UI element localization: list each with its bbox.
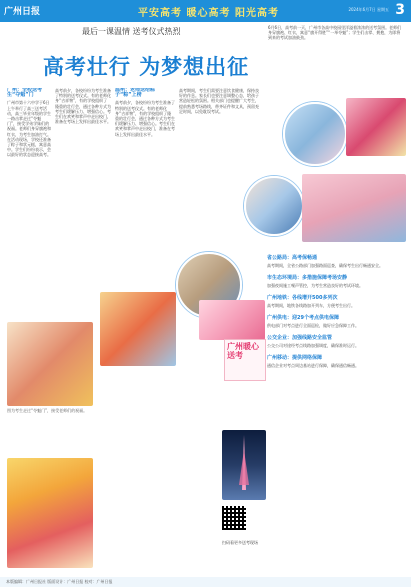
- right-column-text: [179, 88, 259, 248]
- sidebar-item: [267, 334, 405, 348]
- notice-title: 广州暖心送考: [227, 342, 259, 360]
- left-column-body: 广州市第十六中学于6日上午举行了高三送考活动，高三毕业年级的学生一路击掌走过“夺魁门”，接受学弟学妹们的祝福。老师们身穿旗袍和红衣，为考生加油打气。在活动现场，学校还准备了粽子和状元糕，寓意高中。学生们纷纷表示，会以最好的状态迎接高考。: [7, 100, 51, 158]
- header-slogan: 平安高考 暖心高考 阳光高考: [138, 8, 279, 19]
- cheering-photo: [302, 174, 406, 242]
- sidebar-item-text: 高考期间，地铁各线路加开列车，方便考生出行。: [267, 303, 355, 308]
- left-column-text: [7, 88, 51, 318]
- page-header: [0, 0, 411, 22]
- sidebar-item-text: 高考期间，全省公路部门加强路面巡查，确保考生出行畅通安全。: [267, 263, 383, 268]
- brand-logo: 广州日报: [4, 7, 41, 17]
- mid2-column-body: 高考前夕，各校纷纷为考生准备了特别的送考仪式。有的老师化身“吉祥物”，有的学校组织了隆重的壮行会，通过各种方式为考生们缓解压力、增强信心。考生们在欢笑和掌声中走出校门，准备在考场上发挥出最佳水平。: [115, 100, 175, 137]
- sidebar-item: [267, 294, 405, 308]
- issue-date: 2024年6月7日 星期五: [348, 7, 389, 12]
- mid-column-text: [55, 88, 111, 298]
- red-dress-photo: [346, 98, 406, 156]
- sign-photo: [7, 322, 93, 406]
- sidebar-item-title: 公交企业：加强线路安全监管: [267, 335, 333, 341]
- mid2-column-text: [115, 88, 175, 298]
- sidebar-item-title: 省公路局：高考保畅通: [267, 255, 318, 261]
- main-headline: 高考壮行 为梦想出征: [42, 55, 250, 79]
- sidebar-item-text: 加强夜间施工噪声管控，为考生营造良好的考试环境。: [267, 283, 363, 288]
- qr-code[interactable]: [222, 506, 246, 530]
- sidebar-briefs: [267, 254, 405, 374]
- page-number: 3: [395, 2, 405, 18]
- sidebar-item-text: 通信企业对考点周边基站进行保障，确保通信畅通。: [267, 363, 359, 368]
- pink-banner-photo: [199, 300, 265, 340]
- sidebar-item-title: 广州供电：迎29个考点供电保障: [267, 315, 339, 321]
- mid-column-body: 高考前夕，各校纷纷为考生准备了特别的送考仪式。有的老师化身“吉祥物”，有的学校组织了隆重的壮行会，通过各种方式为考生们缓解压力、增强信心。考生们在欢笑和掌声中走出校门，准备在考场上发挥出最佳水平。: [55, 88, 111, 125]
- tower-icon: [222, 430, 266, 500]
- sidebar-item-title: 市生态环境局：多措施保障考场安静: [267, 275, 348, 281]
- sidebar-item: [267, 254, 405, 268]
- sidebar-item: [267, 274, 405, 288]
- sidebar-item: [267, 354, 405, 368]
- mid-column-subtitle: 温州：老师送给粽子“粽”上榜: [115, 88, 156, 99]
- qr-caption: 扫码看更多送考现场: [222, 540, 258, 545]
- kicker: 最后一课温情 送考仪式热烈: [82, 27, 181, 36]
- class-group-photo: [7, 458, 93, 568]
- gate-photo: [100, 292, 176, 366]
- right-column-body: 高考期间，考生们需要注意饮食健康，保持良好的作息。家长们也要注意调整心态，给孩子营造轻松的氛围。相关部门也提醒广大考生，提前熟悉考场路线，带齐证件和文具，预留充足时间，以免耽误考试。: [179, 88, 259, 114]
- lead-paragraph: 6月6日，高考前一天，广州市各高中校园里洋溢着浓浓的送考氛围。老师们身穿旗袍、红衣，寓意“旗开得胜”“一举夺魁”；学生们击掌、拥抱，为即将到来的考试加油鼓劲。: [268, 25, 402, 40]
- sidebar-item-title: 广州移动：提供网络保障: [267, 355, 323, 361]
- students-photo-circle: [244, 176, 304, 236]
- canton-tower-photo: [222, 430, 266, 500]
- teacher-photo-circle: [283, 102, 347, 166]
- sidebar-item-text: 供电部门对考点进行全面巡检，做好应急保障工作。: [267, 323, 359, 328]
- sidebar-item-title: 广州地铁：各线增开500多列次: [267, 295, 338, 301]
- page-footer: 本版编辑：广州日报社 版面设计：广州日报 校对：广州日报: [0, 577, 411, 587]
- photo-caption: 图为考生走过“夺魁门”，接受老师们的祝福。: [7, 408, 88, 413]
- sidebar-item: [267, 314, 405, 328]
- left-column-subtitle: 广州：全校送考生“夺魁”门: [7, 88, 43, 99]
- sidebar-item-text: 公交公司对途经考点线路加强调度，确保准时运行。: [267, 343, 359, 348]
